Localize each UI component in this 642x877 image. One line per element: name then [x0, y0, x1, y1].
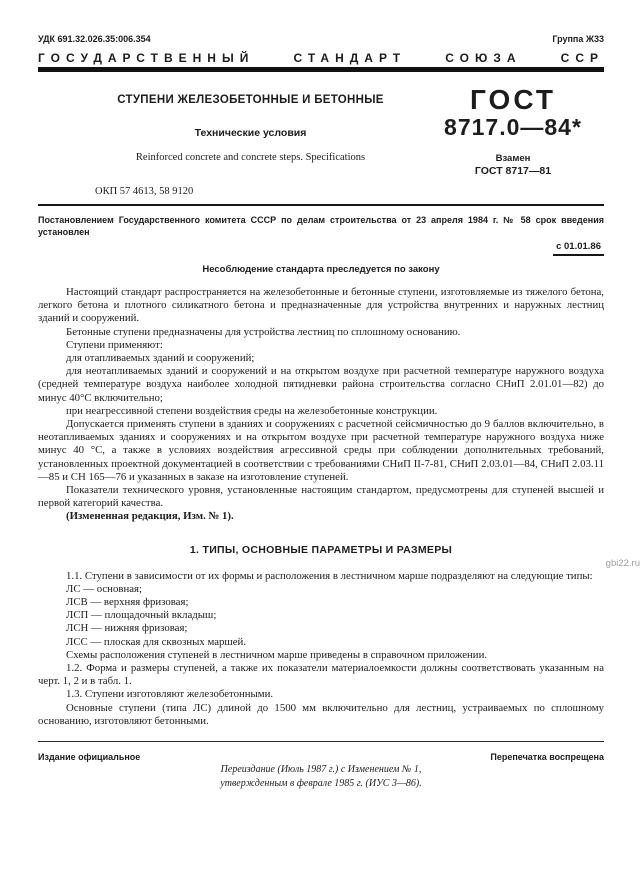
title-row [38, 86, 604, 177]
intro-paragraph: для отапливаемых зданий и сооружений; [66, 352, 255, 365]
amendment-note: (Измененная редакция, Изм. № 1). [66, 510, 234, 523]
section-1-heading: 1. ТИПЫ, ОСНОВНЫЕ ПАРАМЕТРЫ И РАЗМЕРЫ [189, 543, 453, 556]
banner-word: ССР [560, 51, 604, 65]
intro-paragraph: Допускается применять ступени в зданиях и сооружениях с расчетной сейсмичностью до 9 баллов включительно, в неотапливаемых зданиях и сооружениях и на открытом воздухе при расчетной температуре наружного воздуха ниже минус 40 °С, а также в условиях воздействия агрессивной среды при соблюдении дополнительных требований, установленных проектной документацией в соответствии с требованиями СНиП II-7-81, СНиП 2.03.01—84, СНиП 2.03.11—85 и СН 165—76 и указанных в заказе на изготовление ступеней. [38, 418, 604, 483]
banner-word: СОЮЗА [445, 51, 522, 65]
footer-imprint-row [38, 752, 604, 762]
gost-designation-block [422, 86, 604, 177]
document-title-ru: СТУПЕНИ ЖЕЛЕЗОБЕТОННЫЕ И БЕТОННЫЕ [117, 94, 384, 106]
document-title-en: Reinforced concrete and concrete steps. Specifications [135, 152, 366, 163]
reissue-note [38, 763, 604, 791]
reissue-line: утвержденным в феврале 1985 г. (ИУС 3—86). [220, 778, 422, 789]
gost-label: ГОСТ [470, 84, 556, 115]
effective-date: с 01.01.86 [553, 241, 604, 256]
intro-paragraph: для неотапливаемых зданий и сооружений и на открытом воздухе при расчетной температуре наружного воздуха (средней температуре воздуха наиболее холодной пятидневки района строительства согласно СНиП 2.01.01—82) до минус 40°С включительно; [38, 365, 604, 404]
step-type-item: ЛСС — плоская для сквозных маршей. [66, 635, 247, 648]
top-classification-row [38, 34, 604, 44]
intro-paragraph: Настоящий стандарт распространяется на железобетонные и бетонные ступени, изготовляемые из тяжелого бетона, легкого бетона и плотного силикатного бетона и предназначенные для устройства внутренних и наружных лестниц зданий и сооружений. [38, 286, 604, 325]
section-1-text [38, 570, 604, 728]
udk-number: УДК 691.32.026.35:006.354 [38, 34, 151, 44]
replaces-number: ГОСТ 8717—81 [474, 165, 552, 177]
intro-paragraph: при неагрессивной степени воздействия среды на железобетонные конструкции. [66, 404, 438, 417]
step-type-item: ЛСВ — верхняя фризовая; [66, 596, 189, 609]
intro-paragraph: Бетонные ступени предназначены для устройства лестниц по сплошному основанию. [66, 325, 461, 338]
group-code: Группа Ж33 [552, 34, 604, 44]
section-paragraph: Основные ступени (типа ЛС) длиной до 1500 мм включительно для лестниц, устраиваемых по сплошному основанию, изготовляют бетонными. [38, 701, 604, 727]
reprint-prohibited-label: Перепечатка воспрещена [490, 752, 604, 762]
banner-word: СТАНДАРТ [293, 51, 407, 65]
step-type-item: ЛСН — нижняя фризовая; [66, 622, 188, 635]
intro-paragraph: Ступени применяют: [66, 338, 163, 351]
gost-number: 8717.0—84* [444, 114, 582, 140]
document-subtitle-ru: Технические условия [194, 127, 307, 139]
footer-rule [38, 741, 604, 742]
okp-codes: ОКП 57 4613, 58 9120 [95, 186, 194, 197]
step-type-item: ЛСП — площадочный вкладыш; [66, 609, 217, 622]
page-footer [38, 741, 604, 791]
banner-underline-bar [38, 67, 604, 72]
section-paragraph: Схемы расположения ступеней в лестничном марше приведены в справочном приложении. [66, 648, 488, 661]
reissue-line: Переиздание (Июль 1987 г.) с Изменением № 1, [220, 764, 422, 775]
decree-paragraph: Постановлением Государственного комитета СССР по делам строительства от 23 апреля 1984 г. № 58 срок введения установлен [38, 215, 604, 237]
step-type-item: ЛС — основная; [66, 582, 142, 595]
horizontal-rule [38, 204, 604, 206]
banner-word: ГОСУДАРСТВЕННЫЙ [38, 51, 255, 65]
section-paragraph: 1.1. Ступени в зависимости от их формы и расположения в лестничном марше подразделяют на следующие типы: [66, 569, 593, 582]
law-notice: Несоблюдение стандарта преследуется по закону [202, 264, 440, 275]
title-column [38, 86, 422, 177]
official-edition-label: Издание официальное [38, 752, 141, 762]
section-paragraph: 1.2. Форма и размеры ступеней, а также их показатели материалоемкости должны соответствовать указанным на черт. 1, 2 и в табл. 1. [38, 662, 604, 688]
site-watermark: gbi22.ru [605, 558, 640, 569]
state-standard-banner [38, 51, 604, 65]
intro-text [38, 286, 604, 524]
effective-date-row [38, 241, 604, 256]
intro-paragraph: Показатели технического уровня, установленные настоящим стандартом, предусмотрены для ступеней высшей и первой категорий качества. [38, 484, 604, 510]
section-paragraph: 1.3. Ступени изготовляют железобетонными. [66, 688, 274, 701]
replaces-label: Взамен [495, 153, 531, 164]
